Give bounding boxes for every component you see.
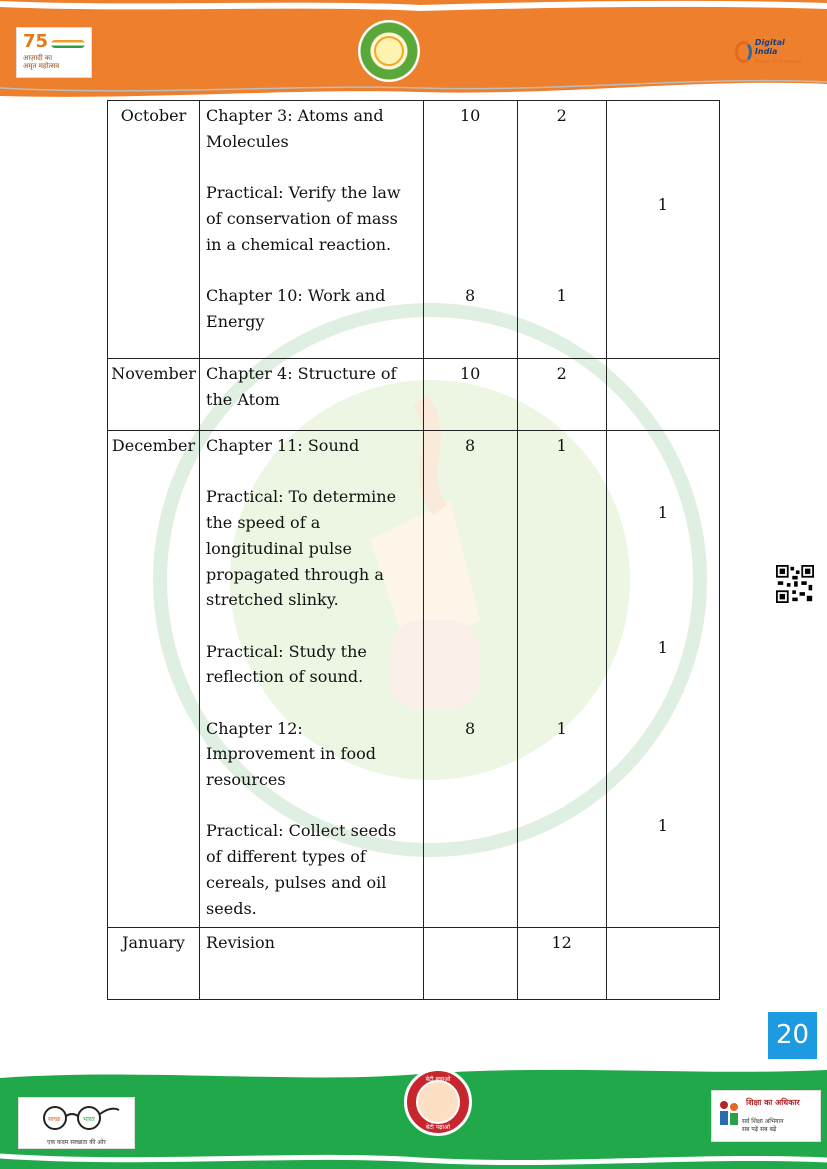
content-item: Chapter 10: Work and Energy	[206, 285, 386, 331]
practical-cell	[606, 928, 719, 1000]
digital-india-subtitle: Power To Empower	[754, 58, 803, 65]
swachh-text-line1: स्वच्छ	[48, 1116, 61, 1123]
practical-cell	[606, 431, 719, 928]
month-cell: October	[108, 101, 200, 359]
practical-cell	[606, 101, 719, 359]
content-item: Practical: To determine the speed of a longitudinal pulse propagated through a stretched slinky.	[206, 487, 397, 610]
content-item: Revision	[206, 933, 275, 953]
practical-value: 1	[657, 503, 668, 522]
digital-india-logo	[735, 36, 805, 68]
periods-cell	[423, 928, 517, 1000]
periods-cell	[423, 101, 517, 359]
swachh-bharat-logo	[18, 1097, 135, 1149]
right-to-education-logo	[711, 1090, 821, 1142]
content-cell	[200, 928, 424, 1000]
page-number: 20	[768, 1012, 817, 1059]
azadi-ka-amrit-mahotsav-logo	[16, 27, 92, 78]
page-header	[0, 0, 827, 100]
table-row-october	[108, 101, 720, 359]
month-cell: November	[108, 359, 200, 431]
content-item: Chapter 12: Improvement in food resources	[206, 718, 376, 790]
assessment-value: 1	[556, 436, 567, 455]
digital-india-title: Digital India	[754, 37, 785, 56]
beti-logo-ring	[404, 1068, 472, 1136]
children-with-pencil-icon	[716, 1097, 742, 1133]
content-item: Practical: Study the reflection of sound.	[206, 641, 367, 687]
spectacles-icon	[31, 1102, 121, 1132]
content-item: Chapter 4: Structure of the Atom	[206, 364, 397, 409]
beti-top-text: बेटी बचाओ	[425, 1076, 451, 1083]
table-row-january	[108, 928, 720, 1000]
logo-number: 75	[23, 31, 49, 52]
periods-value: 8	[465, 719, 476, 738]
syllabus-table	[107, 100, 720, 1000]
content-item: Chapter 11: Sound	[206, 436, 360, 455]
practical-value: 1	[657, 816, 668, 835]
logo-text-line2: अमृत महोत्सव	[23, 62, 60, 70]
assessment-cell	[517, 101, 606, 359]
swachh-text-line2: भारत	[83, 1116, 95, 1123]
rte-title: शिक्षा का अधिकार	[746, 1098, 800, 1107]
practical-value: 1	[657, 638, 668, 657]
periods-value: 8	[465, 286, 476, 305]
rte-subtitle: सर्व शिक्षा अभियान	[742, 1118, 784, 1125]
assessment-value: 1	[556, 719, 567, 738]
periods-value: 10	[459, 106, 481, 125]
assessment-cell: 2	[517, 359, 606, 431]
periods-cell: 10	[423, 359, 517, 431]
practical-value: 1	[657, 195, 668, 214]
qr-code-icon[interactable]	[776, 565, 814, 603]
content-item: Chapter 3: Atoms and Molecules	[206, 106, 384, 151]
digital-india-mark-icon	[735, 41, 752, 63]
table-row-december	[108, 431, 720, 928]
assessment-cell: 12	[517, 928, 606, 1000]
beti-bottom-text: बेटी पढ़ाओ	[425, 1124, 451, 1131]
periods-value: 8	[465, 436, 476, 455]
assessment-cell	[517, 431, 606, 928]
beti-bachao-beti-padhao-logo	[404, 1068, 472, 1136]
board-emblem-icon	[358, 20, 420, 82]
content-item: Practical: Collect seeds of different types of cereals, pulses and oil seeds.	[206, 821, 397, 918]
flag-swoosh-icon	[51, 40, 85, 48]
swachh-tagline: एक कदम स्वच्छता की ओर	[47, 1139, 106, 1146]
practical-cell	[606, 359, 719, 431]
rte-tagline: सब पढ़ें सब बढ़ें	[742, 1126, 777, 1133]
periods-cell	[423, 431, 517, 928]
content-cell	[200, 101, 424, 359]
month-cell: January	[108, 928, 200, 1000]
assessment-value: 1	[556, 286, 567, 305]
assessment-value: 2	[556, 106, 567, 125]
emblem-torch-icon	[374, 36, 404, 66]
content-cell	[200, 431, 424, 928]
content-item: Practical: Verify the law of conservation of mass in a chemical reaction.	[206, 183, 401, 254]
table-row-november	[108, 359, 720, 431]
month-cell: December	[108, 431, 200, 928]
content-cell	[200, 359, 424, 431]
logo-text-line1: आज़ादी का	[23, 54, 53, 62]
